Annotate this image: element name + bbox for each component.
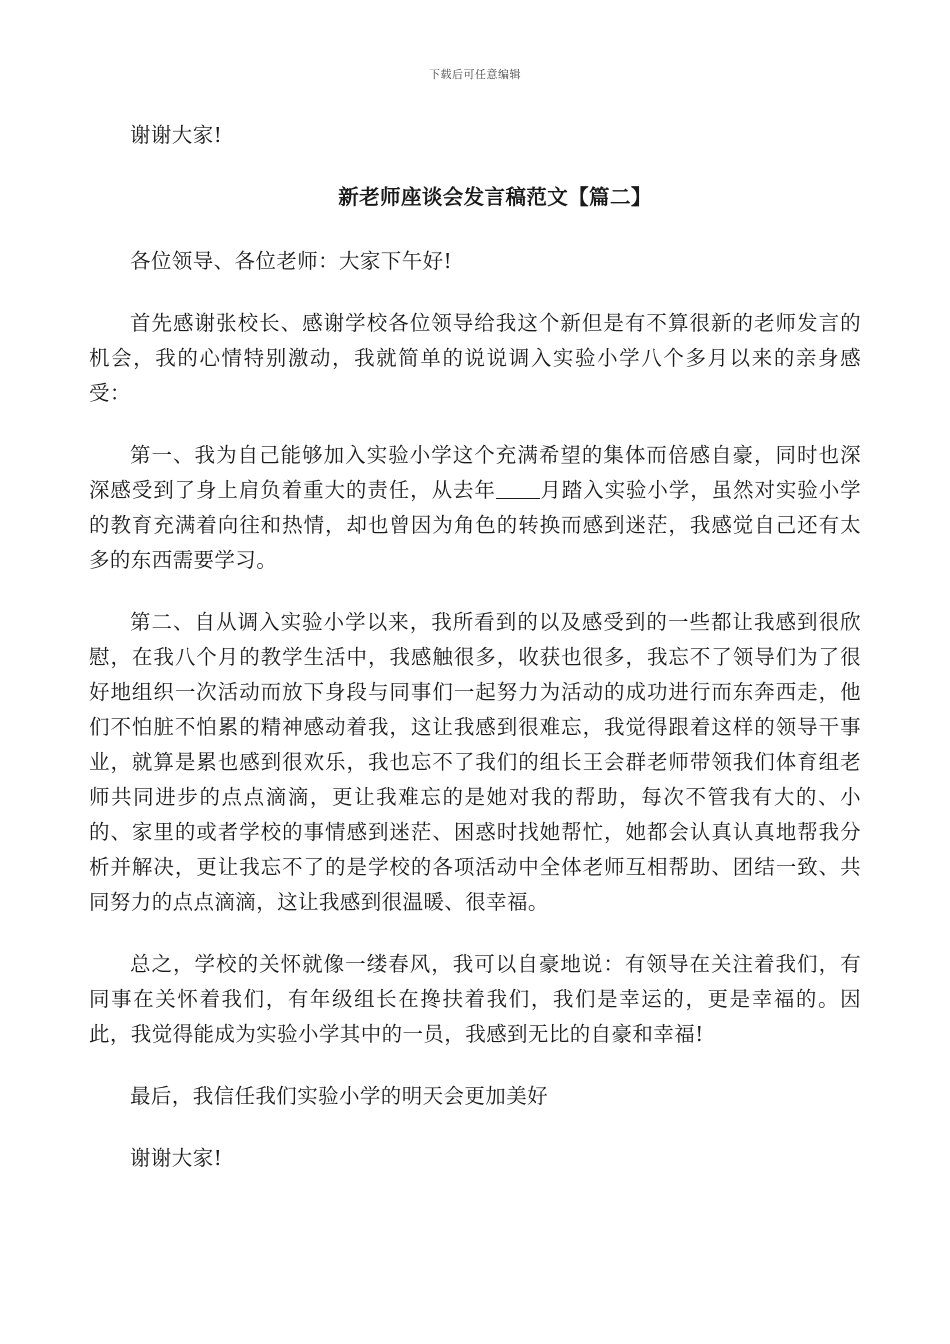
paragraph-final: 最后，我信任我们实验小学的明天会更加美好 [130, 1084, 548, 1108]
header-note: 下载后可任意编辑 [429, 68, 521, 81]
closing-line-top: 谢谢大家! [130, 123, 223, 147]
paragraph-intro: 首先感谢张校长、感谢学校各位领导给我这个新但是有不算很新的老师发言的机会，我的心情特别激动，我就简单的说说调入实验小学八个多月以来的亲身感受： [89, 311, 861, 405]
paragraph-first-point [89, 438, 861, 578]
document-title: 新老师座谈会发言稿范文【篇二】 [338, 185, 652, 209]
paragraph-first-point-part2: 月踏入实验小学，虽然对实验小学的教育充满着向往和热情，却也曾因为角色的转换而感到迷茫，我感觉自己还有太多的东西需要学习。 [89, 478, 861, 572]
paragraph-first-point-part1: 第一、我为自己能够加入实验小学这个充满希望的集体而倍感自豪，同时也深深感受到了身上肩负着重大的责任，从去年 [89, 443, 861, 502]
document-body [89, 118, 861, 1176]
paragraph-second-point: 第二、自从调入实验小学以来，我所看到的以及感受到的一些都让我感到很欣慰，在我八个月的教学生活中，我感触很多，收获也很多，我忘不了领导们为了很好地组织一次活动而放下身段与同事们一起努力为活动的成功进行而东奔西走，他们不怕脏不怕累的精神感动着我，这让我感到很难忘，我觉得跟着这样的领导干事业，就算是累也感到很欢乐，我也忘不了我们的组长王会群老师带领我们体育组老师共同进步的点点滴滴，更让我难忘的是她对我的帮助，每次不管我有大的、小的、家里的或者学校的事情感到迷茫、困惑时找她帮忙，她都会认真认真地帮我分析并解决，更让我忘不了的是学校的各项活动中全体老师互相帮助、团结一致、共同努力的点点滴滴，这让我感到很温暖、很幸福。 [89, 610, 861, 914]
paragraph-summary: 总之，学校的关怀就像一缕春风，我可以自豪地说：有领导在关注着我们，有同事在关怀着我们，有年级组长在搀扶着我们，我们是幸运的，更是幸福的。因此，我觉得能成为实验小学其中的一员，我感到无比的自豪和幸福! [89, 952, 861, 1046]
closing-line-bottom: 谢谢大家! [130, 1146, 223, 1170]
greeting-paragraph: 各位领导、各位老师：大家下午好! [130, 249, 453, 273]
fill-in-blank [496, 478, 540, 500]
